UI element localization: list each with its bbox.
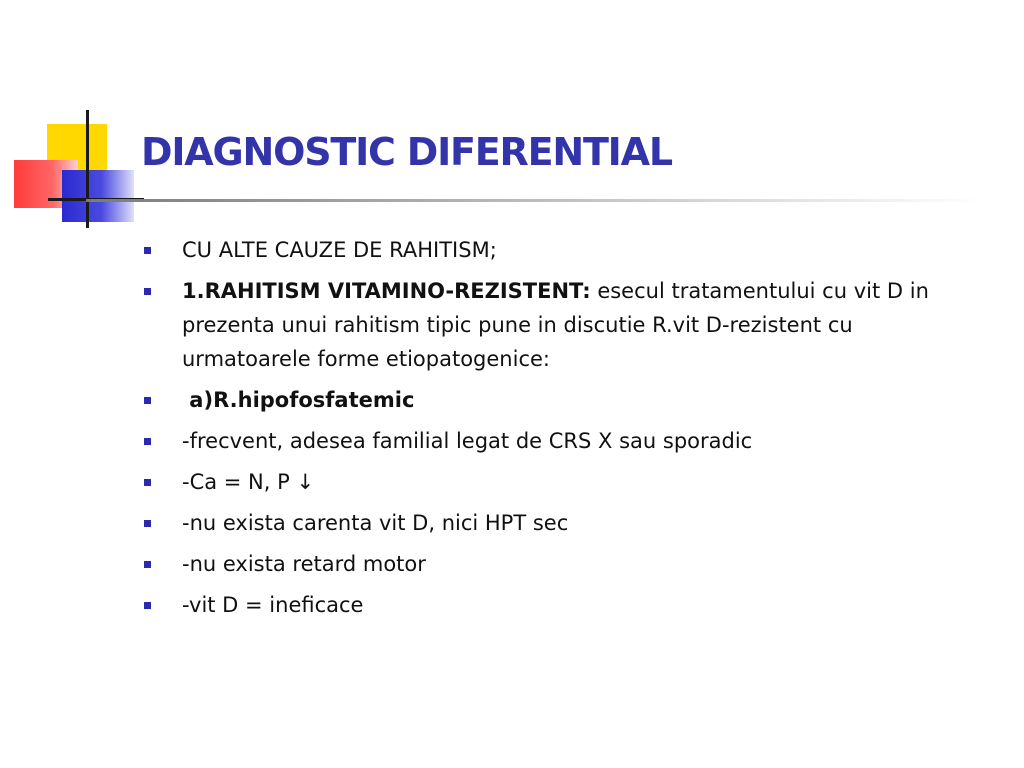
bullet-item	[142, 274, 972, 376]
bullet-text: -Ca = N, P ↓	[182, 470, 315, 494]
bullet-bold-text: 1.RAHITISM VITAMINO-REZISTENT:	[182, 279, 591, 303]
bullet-text: -vit D = ineficace	[182, 593, 364, 617]
square-bullet-icon	[144, 602, 151, 609]
bullet-list	[142, 233, 972, 629]
bullet-text: -nu exista retard motor	[182, 552, 426, 576]
bullet-text: CU ALTE CAUZE DE RAHITISM;	[182, 238, 497, 262]
square-bullet-icon	[144, 520, 151, 527]
bullet-text: -nu exista carenta vit D, nici HPT sec	[182, 511, 569, 535]
bullet-text: -frecvent, adesea familial legat de CRS X sau sporadic	[182, 429, 753, 453]
bullet-item	[142, 465, 972, 499]
logo-vertical-line	[86, 110, 89, 228]
bullet-item	[142, 383, 972, 417]
square-bullet-icon	[144, 288, 151, 295]
bullet-item	[142, 506, 972, 540]
bullet-item	[142, 547, 972, 581]
bullet-item	[142, 424, 972, 458]
square-bullet-icon	[144, 397, 151, 404]
square-bullet-icon	[144, 438, 151, 445]
decorative-logo-icon	[0, 0, 160, 240]
title-underline-rule	[86, 199, 986, 202]
square-bullet-icon	[144, 479, 151, 486]
slide-title: DIAGNOSTIC DIFERENTIAL	[141, 130, 672, 174]
square-bullet-icon	[144, 247, 151, 254]
square-bullet-icon	[144, 561, 151, 568]
blue-square-shape	[62, 170, 134, 222]
bullet-text: esecul tratamentului cu vit D in prezenta unui rahitism tipic pune in discutie R.vit D-rezistent cu urmatoarele forme etiopatogenice:	[182, 279, 929, 371]
bullet-item	[142, 233, 972, 267]
bullet-item	[142, 588, 972, 622]
bullet-bold-text: a)R.hipofosfatemic	[182, 388, 415, 412]
